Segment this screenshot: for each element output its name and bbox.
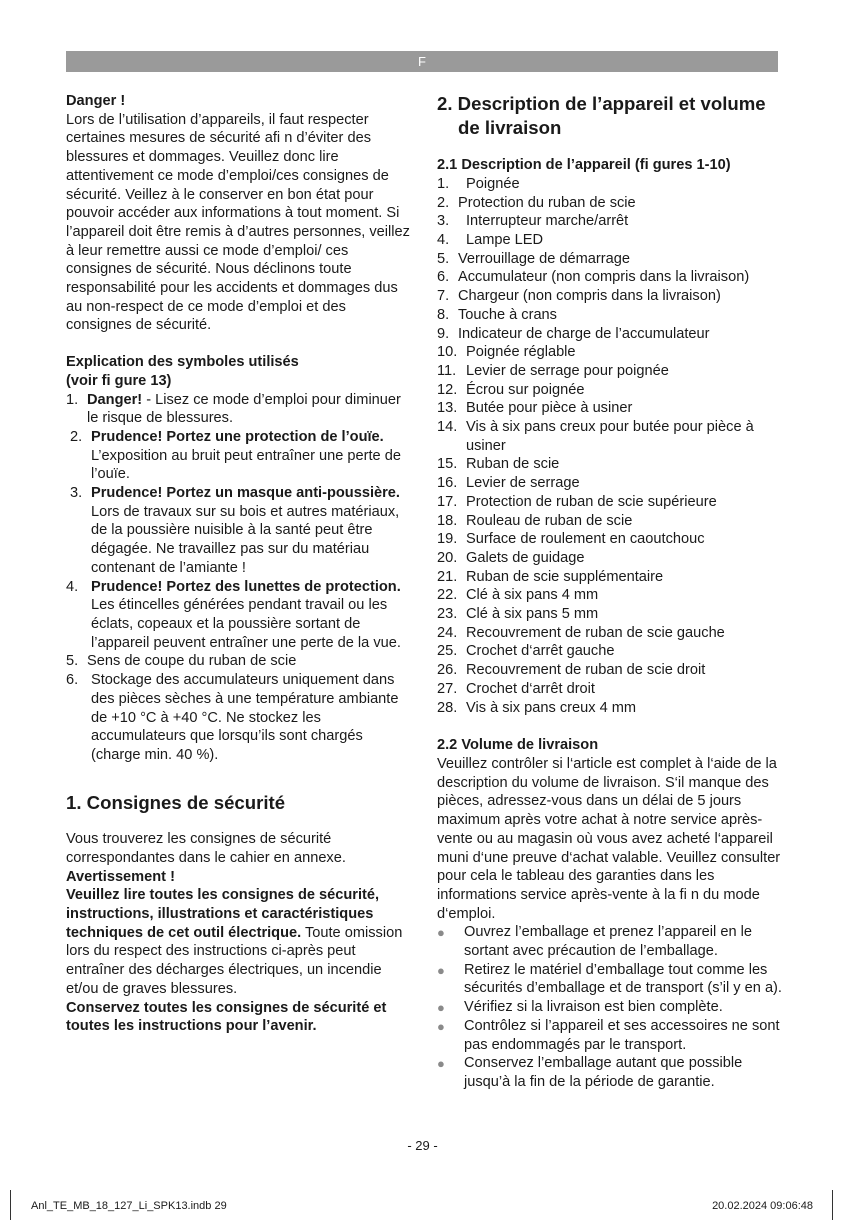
list-item: 22. Clé à six pans 4 mm bbox=[437, 587, 599, 604]
bullet-icon: ● bbox=[437, 1000, 445, 1016]
bullet-icon: ● bbox=[437, 1056, 445, 1072]
safety-intro: Vous trouverez les consignes de sécurité correspondantes dans le cahier en annexe. bbox=[66, 831, 346, 866]
delivery-checklist bbox=[437, 923, 782, 1091]
list-item: 6. Accumulateur (non compris dans la livraison) bbox=[437, 269, 750, 286]
bullet-icon: ● bbox=[437, 962, 445, 978]
list-item: 8. Touche à crans bbox=[437, 306, 557, 323]
list-item: 10. Poignée réglable bbox=[437, 344, 576, 361]
language-bar bbox=[66, 51, 778, 72]
description-title: 2. Description de l’appareil et volume de livraison bbox=[437, 93, 766, 138]
list-item: 4. Prudence! Portez des lunettes de protection. Les étincelles générées pendant travail ou les éclats, copeaux et la poussière sortant de l’appareil peuvent entraîner une perte de la vue. bbox=[66, 578, 401, 651]
list-item: 4. Lampe LED bbox=[437, 232, 544, 248]
page-number: - 29 - bbox=[407, 1138, 438, 1153]
list-item: 1. Danger! - Lisez ce mode d’emploi pour diminuer le risque de blessures. bbox=[66, 391, 401, 427]
list-item: 3. Interrupteur marche/arrêt bbox=[437, 213, 629, 230]
list-item: 11. Levier de serrage pour poignée bbox=[437, 362, 669, 379]
list-item: 23. Clé à six pans 5 mm bbox=[437, 606, 599, 623]
bullet-icon: ● bbox=[437, 1018, 445, 1034]
delivery-title: 2.2 Volume de livraison bbox=[437, 737, 599, 754]
list-item: 26. Recouvrement de ruban de scie droit bbox=[437, 662, 706, 679]
list-item: 24. Recouvrement de ruban de scie gauche bbox=[437, 624, 725, 641]
file-name: Anl_TE_MB_18_127_Li_SPK13.indb 29 bbox=[31, 1200, 227, 1212]
keep-instructions: Conservez toutes les consignes de sécurité et toutes les instructions pour l’avenir. bbox=[66, 999, 387, 1035]
list-item: 27. Crochet d‘arrêt droit bbox=[437, 680, 595, 697]
list-item: ● Conservez l’emballage autant que possible jusqu’à la fin de la période de garantie. bbox=[437, 1055, 743, 1090]
symbols-title bbox=[66, 353, 411, 390]
symbols-title-line1: Explication des symboles utilisés bbox=[66, 354, 299, 371]
danger-text: Lors de l’utilisation d’appareils, il faut respecter certaines mesures de sécurité afi n d’éviter des blessures et dommages. Veuillez donc lire attentivement ce mode d’emploi/ces consignes de sécurité. Veillez à le conserver en bon état pour pouvoir accéder aux informations à tout moment. Si l’appareil doit être remis à d’autres personnes, veillez à leur remettre aussi ce mode d’emploi/ ces consignes de sécurité. Nous déclinons toute responsabilité pour les accidents et dommages dus au non-respect de ce mode d’emploi et des consignes de sécurité. bbox=[66, 111, 410, 334]
list-item: 12. Écrou sur poignée bbox=[437, 381, 585, 398]
list-item: 6. Stockage des accumulateurs uniquement dans des pièces sèches à une température ambiante de +10 °C à +40 °C. Ne stockez les accumulateurs que lorsqu’ils sont chargés (charge min. 40 %). bbox=[66, 672, 399, 763]
list-item: 5. Sens de coupe du ruban de scie bbox=[66, 653, 297, 670]
crop-mark-left bbox=[10, 1190, 11, 1220]
list-item: 14. Vis à six pans creux pour butée pour pièce à usiner bbox=[437, 419, 754, 454]
list-item: 19. Surface de roulement en caoutchouc bbox=[437, 531, 705, 548]
list-item: 28. Vis à six pans creux 4 mm bbox=[437, 699, 637, 716]
list-item: 17. Protection de ruban de scie supérieure bbox=[437, 493, 717, 510]
symbols-list bbox=[66, 391, 411, 765]
list-item: 7. Chargeur (non compris dans la livraison) bbox=[437, 288, 721, 305]
bullet-icon: ● bbox=[437, 925, 445, 941]
list-item: 20. Galets de guidage bbox=[437, 549, 585, 566]
list-item: 2. Protection du ruban de scie bbox=[437, 194, 636, 211]
list-item: ● Contrôlez si l’appareil et ses accessoires ne sont pas endommagés par le transport. bbox=[437, 1017, 780, 1053]
right-column bbox=[437, 92, 782, 1092]
language-label: F bbox=[418, 54, 426, 69]
list-item: ● Ouvrez l’emballage et prenez l’appareil en le sortant avec précaution de l’emballage. bbox=[437, 924, 752, 960]
list-item: ● Retirez le matériel d’emballage tout comme les sécurités d’emballage et de transport (s’il y en a). bbox=[437, 961, 782, 997]
warning-text: Veuillez lire toutes les consignes de sécurité, instructions, illustrations et caractéristiques techniques de cet outil électrique. Toute omission lors du respect des instructions ci-après peut entraîner des décharges électriques, un incendie et/ou de graves blessures. bbox=[66, 887, 403, 997]
parts-list bbox=[437, 175, 782, 717]
list-item: 1. Poignée bbox=[437, 175, 520, 192]
list-item: 9. Indicateur de charge de l’accumulateur bbox=[437, 325, 710, 342]
list-item: 15. Ruban de scie bbox=[437, 456, 560, 473]
description-subtitle: 2.1 Description de l’appareil (fi gures 1-10) bbox=[437, 157, 731, 174]
list-item: 13. Butée pour pièce à usiner bbox=[437, 400, 633, 417]
left-column bbox=[66, 92, 411, 1036]
list-item: 2. Prudence! Portez une protection de l’ouïe. L’exposition au bruit peut entraîner une perte de l’ouïe. bbox=[70, 428, 401, 483]
danger-title: Danger ! bbox=[66, 93, 126, 109]
safety-title: 1. Consignes de sécurité bbox=[66, 791, 286, 813]
list-item: 5. Verrouillage de démarrage bbox=[437, 250, 630, 267]
list-item: 3. Prudence! Portez un masque anti-poussière. Lors de travaux sur su bois et autres matériaux, de la poussière nuisible à la santé peut être dégagée. Ne travaillez pas sur du matériau contenant de l’amiante ! bbox=[70, 485, 400, 576]
list-item: ● Vérifiez si la livraison est bien complète. bbox=[437, 998, 782, 1017]
list-item: 16. Levier de serrage bbox=[437, 475, 580, 492]
warning-title: Avertissement ! bbox=[66, 868, 175, 885]
print-date: 20.02.2024 09:06:48 bbox=[712, 1200, 813, 1212]
delivery-text: Veuillez contrôler si l‘article est complet à l‘aide de la description du volume de livraison. S‘il manque des pièces, adressez-vous dans un délai de 5 jours maximum après votre achat à notre service après-vente ou au magasin où vous avez acheté l‘appareil muni d‘une preuve d‘achat valable. Veuillez consulter pour cela le tableau des garanties dans les informations service après-vente à la fi n du mode d‘emploi. bbox=[437, 755, 781, 922]
symbols-title-line2: (voir fi gure 13) bbox=[66, 372, 172, 389]
list-item: 21. Ruban de scie supplémentaire bbox=[437, 568, 664, 585]
list-item: 25. Crochet d‘arrêt gauche bbox=[437, 643, 615, 660]
crop-mark-right bbox=[832, 1190, 833, 1220]
list-item: 18. Rouleau de ruban de scie bbox=[437, 512, 633, 529]
